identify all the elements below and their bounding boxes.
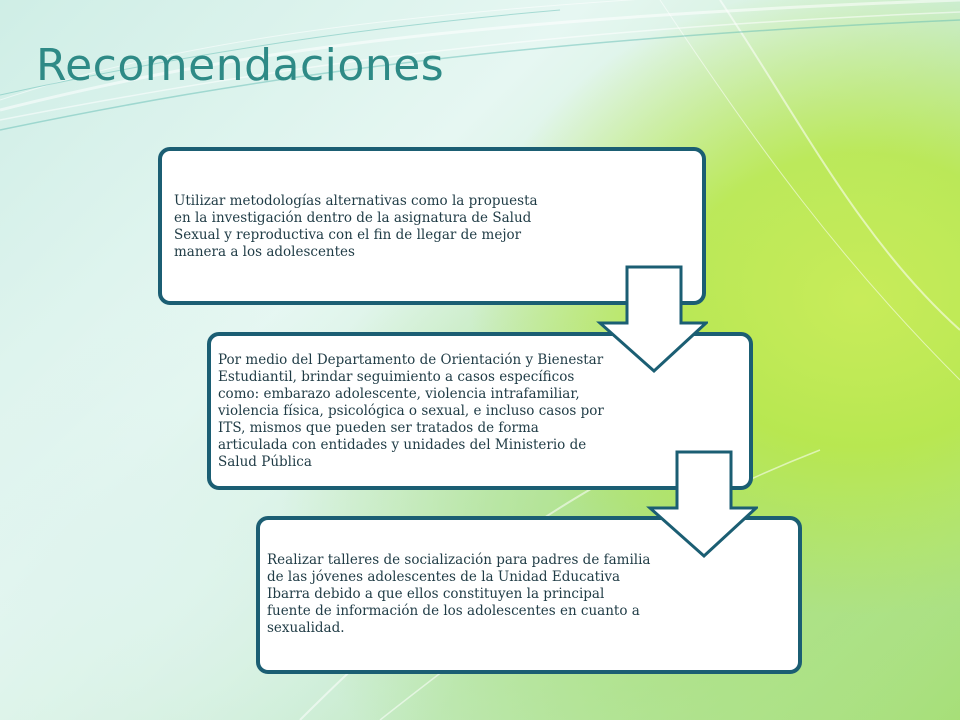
down-arrow-icon [646,450,758,560]
down-arrow-icon [596,265,708,375]
page-title: Recomendaciones [36,40,445,91]
step-text-3: Realizar talleres de socialización para padres de familia de las jóvenes adolescentes de la Unidad Educativa Ibarra debido a que ellos constituyen la principal fuente de información de los adolescentes en cuanto a sexualidad. [267,552,651,636]
step-text-1: Utilizar metodologías alternativas como la propuesta en la investigación dentro de la asignatura de Salud Sexual y reproductiva con el fin de llegar de mejor manera a los adolescentes [174,193,538,260]
step-text-2: Por medio del Departamento de Orientación y Bienestar Estudiantil, brindar seguimiento a casos específicos como: embarazo adolescente, violencia intrafamiliar, violencia física, psicológica o sexual, e incluso casos por ITS, mismos que pueden ser tratados de forma articulada con entidades y unidades del Ministerio de Salud Pública [218,352,604,470]
